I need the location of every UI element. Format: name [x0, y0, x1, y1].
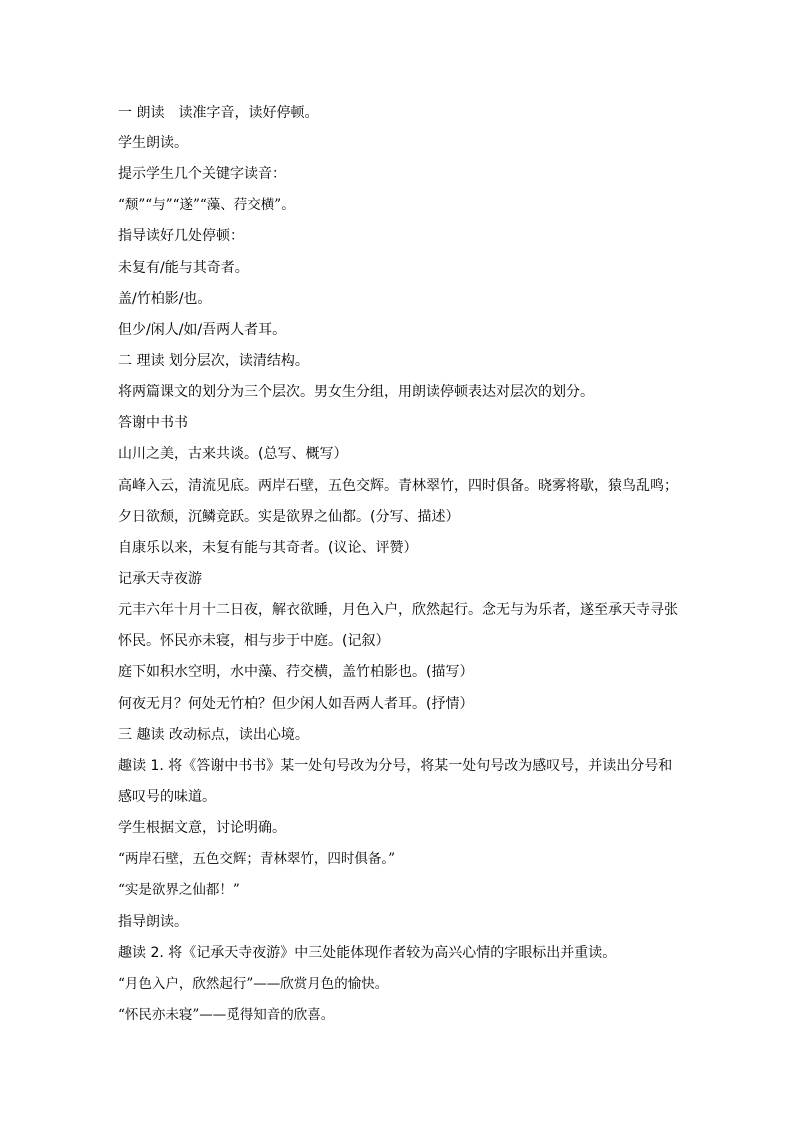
section-heading-3: 三 趣读 改动标点，读出心境。 — [118, 727, 309, 743]
paragraph-line: 提示学生几个关键字读音： — [118, 166, 286, 182]
paragraph-line: 夕日欲颓，沉鳞竞跃。实是欲界之仙都。(分写、描述） — [118, 509, 460, 525]
paragraph-line: 怀民。怀民亦未寝，相与步于中庭。(记叙） — [118, 633, 390, 649]
quote-line: “两岸石壁，五色交辉；青林翠竹，四时俱备。” — [118, 851, 396, 867]
paragraph-line: 指导读好几处停顿： — [118, 228, 244, 244]
text-title: 答谢中书书 — [118, 415, 188, 431]
paragraph-line: 指导朗读。 — [118, 914, 188, 930]
quote-line: “怀民亦未寝”——觅得知音的欣喜。 — [118, 1007, 335, 1023]
paragraph-line: 盖/竹柏影/也。 — [118, 291, 212, 307]
paragraph-line: 高峰入云，清流见底。两岸石壁，五色交辉。青林翠竹，四时俱备。晓雾将歇，猿鸟乱鸣； — [118, 478, 678, 494]
text-title: 记承天寺夜游 — [118, 571, 202, 587]
paragraph-line: 元丰六年十月十二日夜，解衣欲睡，月色入户，欣然起行。念无与为乐者，遂至承天寺寻张 — [118, 602, 678, 618]
paragraph-line: 趣读 1. 将《答谢中书书》某一处句号改为分号，将某一处句号改为感叹号，并读出分号和 — [118, 758, 673, 774]
quote-line: “月色入户，欣然起行”——欣赏月色的愉快。 — [118, 976, 389, 992]
paragraph-line: 何夜无月？何处无竹柏？但少闲人如吾两人者耳。(抒情） — [118, 696, 474, 712]
quote-line: “实是欲界之仙都！” — [118, 882, 240, 898]
section-heading-2: 二 理读 划分层次，读清结构。 — [118, 353, 309, 369]
paragraph-line: 庭下如积水空明，水中藻、荇交横，盖竹柏影也。(描写） — [118, 664, 474, 680]
paragraph-line: “颓”“与”“遂”“藻、荇交横”。 — [118, 197, 295, 213]
paragraph-line: 学生朗读。 — [118, 135, 188, 151]
paragraph-line: 学生根据文意，讨论明确。 — [118, 820, 286, 836]
paragraph-line: 未复有/能与其奇者。 — [118, 260, 249, 276]
paragraph-line: 将两篇课文的划分为三个层次。男女生分组，用朗读停顿表达对层次的划分。 — [118, 384, 594, 400]
paragraph-line: 自康乐以来，未复有能与其奇者。(议论、评赞） — [118, 540, 418, 556]
paragraph-line: 感叹号的味道。 — [118, 789, 216, 805]
section-heading-1: 一 朗读 读准字音，读好停顿。 — [118, 105, 319, 121]
paragraph-line: 但少/闲人/如/吾两人者耳。 — [118, 322, 287, 338]
paragraph-line: 山川之美，古来共谈。(总写、概写） — [118, 446, 348, 462]
paragraph-line: 趣读 2. 将《记承天寺夜游》中三处能体现作者较为高兴心情的字眼标出并重读。 — [118, 945, 617, 961]
